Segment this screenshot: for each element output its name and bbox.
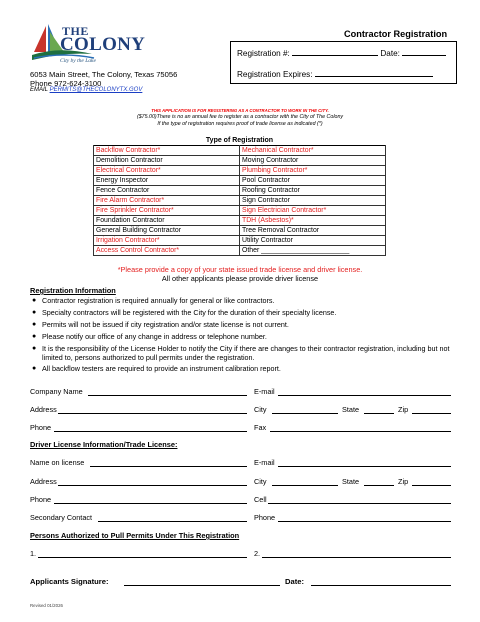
person-2-field[interactable] (262, 557, 451, 558)
registration-type-row (94, 166, 386, 176)
registration-type-option[interactable]: General Building Contractor (94, 226, 240, 236)
registration-type-option[interactable]: Irrigation Contractor* (94, 236, 240, 246)
bullet-text: Please notify our office of any change in address or telephone number. (42, 332, 267, 341)
info-bullet (32, 344, 462, 362)
company-state-label: State (342, 405, 360, 414)
company-email-label: E-mail (254, 387, 275, 396)
registration-type-option[interactable]: Mechanical Contractor* (240, 146, 386, 156)
registration-number-row (237, 48, 446, 58)
logo-tagline: City by the Lake (60, 58, 96, 64)
registration-type-option[interactable]: Sign Electrician Contractor* (240, 206, 386, 216)
driver-phone-label: Phone (30, 495, 52, 504)
bullet-dot-icon: ● (32, 297, 37, 304)
logo-word-colony: COLONY (60, 34, 146, 55)
registration-type-option[interactable]: Foundation Contractor (94, 216, 240, 226)
company-fax-field[interactable] (270, 431, 451, 432)
revision-note: Revised 01/2026 (30, 603, 63, 608)
person-1-field[interactable] (38, 557, 247, 558)
registration-type-option[interactable]: Backflow Contractor* (94, 146, 240, 156)
driver-address-label: Address (30, 477, 57, 486)
company-email-field[interactable] (278, 395, 451, 396)
registration-type-option[interactable]: Pool Contractor (240, 176, 386, 186)
bullet-dot-icon: ● (32, 309, 37, 316)
info-bullet (32, 308, 462, 318)
license-note: All other applicants please provide driver license (161, 274, 319, 283)
email-label: EMAIL (30, 87, 48, 93)
registration-type-option[interactable]: Demolition Contractor (94, 156, 240, 166)
registration-type-option[interactable]: TDH (Asbestos)* (240, 216, 386, 226)
driver-zip-label: Zip (398, 477, 409, 486)
driver-cell-field[interactable] (268, 503, 451, 504)
signature-label: Applicants Signature: (30, 577, 109, 586)
registration-type-option[interactable]: Sign Contractor (240, 196, 386, 206)
registration-type-row (94, 226, 386, 236)
secondary-phone-field[interactable] (278, 521, 451, 522)
signature-date-label: Date: (285, 577, 304, 586)
registration-type-option[interactable]: Fire Alarm Contractor* (94, 196, 240, 206)
registration-type-option[interactable]: Access Control Contractor* (94, 246, 240, 256)
driver-cell-label: Cell (254, 495, 267, 504)
driver-email-label: E-mail (254, 458, 275, 467)
secondary-contact-field[interactable] (98, 521, 247, 522)
registration-type-option[interactable]: Other _______________________ (240, 246, 386, 256)
signature-field[interactable] (124, 585, 280, 586)
registration-date-field[interactable] (402, 48, 446, 56)
registration-type-option[interactable]: Roofing Contractor (240, 186, 386, 196)
company-name-field[interactable] (88, 395, 247, 396)
info-bullet (32, 332, 462, 342)
person-1-label: 1. (30, 549, 37, 558)
driver-state-label: State (342, 477, 360, 486)
company-phone-label: Phone (30, 423, 52, 432)
registration-type-row (94, 206, 386, 216)
company-address-label: Address (30, 405, 57, 414)
company-phone-field[interactable] (54, 431, 247, 432)
registration-expires-label: Registration Expires: (237, 70, 313, 79)
registration-type-table (93, 135, 386, 256)
driver-email-field[interactable] (278, 466, 451, 467)
registration-type-row (94, 146, 386, 156)
name-on-license-field[interactable] (90, 466, 247, 467)
company-city-label: City (254, 405, 267, 414)
signature-date-field[interactable] (311, 585, 451, 586)
registration-box (230, 41, 457, 84)
company-zip-field[interactable] (412, 413, 451, 414)
registration-type-option[interactable]: Moving Contractor (240, 156, 386, 166)
registration-type-row (94, 156, 386, 166)
registration-type-option[interactable]: Fire Sprinkler Contractor* (94, 206, 240, 216)
bullet-dot-icon: ● (32, 345, 37, 352)
info-bullet (32, 296, 462, 306)
driver-city-label: City (254, 477, 267, 486)
name-on-license-label: Name on license (30, 458, 85, 467)
company-name-label: Company Name (30, 387, 83, 396)
registration-expires-field[interactable] (315, 69, 433, 77)
secondary-phone-label: Phone (254, 513, 276, 522)
license-note-red: *Please provide a copy of your state issued trade license and driver license. (117, 265, 363, 274)
registration-expires-row (237, 69, 433, 79)
info-bullet (32, 364, 462, 374)
company-fax-label: Fax (254, 423, 267, 432)
company-state-field[interactable] (364, 413, 394, 414)
registration-type-option[interactable]: Energy Inspector (94, 176, 240, 186)
driver-phone-field[interactable] (54, 503, 247, 504)
city-phone: Phone 972-624-3100 (30, 79, 102, 88)
registration-type-option[interactable]: Tree Removal Contractor (240, 226, 386, 236)
fee-notice: ($75.00)There is no an annual fee to register as a contractor with the City of The Colony (136, 114, 344, 120)
bullet-text: Specialty contractors will be registered with the City for the duration of their specialty license. (42, 308, 337, 317)
registration-type-row (94, 246, 386, 256)
registration-type-option[interactable]: Utility Contractor (240, 236, 386, 246)
driver-address-field[interactable] (58, 485, 247, 486)
person-2-label: 2. (254, 549, 261, 558)
form-title: Contractor Registration (344, 29, 448, 39)
bullet-text: Contractor registration is required annually for general or like contractors. (42, 296, 275, 305)
city-address: 6053 Main Street, The Colony, Texas 75056 (30, 70, 178, 79)
driver-state-field[interactable] (364, 485, 394, 486)
registration-type-option[interactable]: Plumbing Contractor* (240, 166, 386, 176)
registration-date-label: Date: (380, 49, 400, 58)
secondary-contact-label: Secondary Contact (30, 513, 93, 522)
company-address-field[interactable] (58, 413, 247, 414)
red-notice: THIS APPLICATION IS FOR REGISTERING AS A CONTRACTOR TO WORK IN THE CITY. (151, 108, 329, 113)
registration-type-rows (94, 146, 386, 256)
proof-notice: If the type of registration requires proof of trade license as indicated (*) (157, 121, 323, 127)
driver-city-field[interactable] (272, 485, 338, 486)
registration-type-row (94, 196, 386, 206)
bullet-text: It is the responsibility of the License Holder to notify the City if there are changes to their contractor registration, including but not limited to, persons authorized to pull permits under the registration. (42, 344, 450, 362)
company-zip-label: Zip (398, 405, 409, 414)
registration-number-field[interactable] (292, 48, 378, 56)
registration-type-row (94, 216, 386, 226)
bullet-dot-icon: ● (32, 321, 37, 328)
registration-type-row (94, 186, 386, 196)
bullet-text: Permits will not be issued if city registration and/or state license is not current. (42, 320, 289, 329)
email-line (30, 87, 142, 93)
bullet-text: All backflow testers are required to provide an instrument calibration report. (42, 364, 281, 373)
registration-type-row (94, 176, 386, 186)
logo-word-the: THE (62, 24, 89, 38)
email-link[interactable]: PERMITS@THECOLONYTX.GOV (49, 87, 143, 93)
registration-type-row (94, 236, 386, 246)
driver-zip-field[interactable] (412, 485, 451, 486)
registration-number-label: Registration #: (237, 49, 290, 58)
company-city-field[interactable] (272, 413, 338, 414)
bullet-dot-icon: ● (32, 365, 37, 372)
bullet-dot-icon: ● (32, 333, 37, 340)
info-bullet (32, 320, 462, 330)
registration-type-option[interactable]: Fence Contractor (94, 186, 240, 196)
registration-type-option[interactable]: Electrical Contractor* (94, 166, 240, 176)
driver-license-heading: Driver License Information/Trade License: (30, 440, 178, 449)
persons-authorized-heading: Persons Authorized to Pull Permits Under This Registration (30, 531, 240, 540)
registration-type-header: Type of Registration (205, 136, 274, 144)
registration-info-heading: Registration Information (30, 286, 116, 295)
